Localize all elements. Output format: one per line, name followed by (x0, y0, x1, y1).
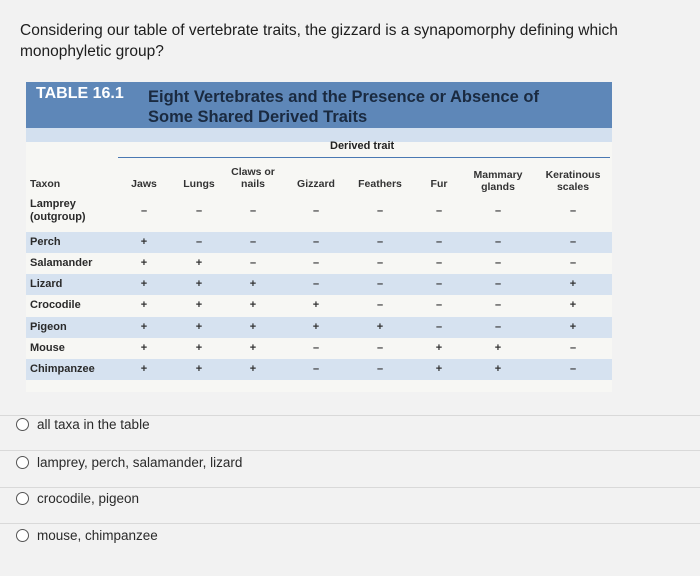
trait-cell: – (312, 363, 320, 375)
header-claws: Claws or nails (231, 166, 275, 190)
radio-button[interactable] (16, 492, 29, 505)
trait-cell: – (140, 205, 148, 217)
trait-cell: + (312, 299, 320, 311)
trait-cell: + (195, 299, 203, 311)
trait-cell: – (494, 205, 502, 217)
trait-table (26, 82, 612, 392)
trait-cell: – (376, 278, 384, 290)
header-keratinous: Keratinous scales (545, 169, 601, 193)
taxon-name: Mouse (30, 342, 65, 354)
trait-cell: – (249, 205, 257, 217)
separator (0, 450, 700, 451)
option-label: mouse, chimpanzee (37, 528, 158, 543)
option-lamprey-perch-salamander-lizard[interactable] (16, 455, 242, 470)
header-jaws: Jaws (131, 178, 157, 190)
trait-cell: – (249, 257, 257, 269)
trait-cell: + (140, 257, 148, 269)
trait-cell: + (249, 299, 257, 311)
option-mouse-chimpanzee[interactable] (16, 528, 158, 543)
derived-trait-label: Derived trait (330, 140, 395, 152)
table-label: TABLE 16.1 (36, 85, 124, 102)
trait-cell: – (312, 257, 320, 269)
header-fur: Fur (430, 178, 448, 190)
separator (0, 523, 700, 524)
trait-cell: – (494, 321, 502, 333)
taxon-name: Salamander (30, 257, 93, 269)
derived-trait-rule (118, 157, 610, 158)
separator (0, 487, 700, 488)
trait-cell: – (569, 236, 577, 248)
trait-cell: + (435, 363, 443, 375)
trait-cell: + (312, 321, 320, 333)
trait-cell: – (312, 278, 320, 290)
trait-cell: – (435, 321, 443, 333)
title-band (26, 128, 612, 142)
radio-button[interactable] (16, 456, 29, 469)
taxon-name: Lamprey (outgroup) (30, 198, 86, 223)
header-gizzard: Gizzard (297, 178, 335, 190)
option-crocodile-pigeon[interactable] (16, 491, 139, 506)
table-title: Eight Vertebrates and the Presence or Absence of Some Shared Derived Traits (148, 88, 539, 126)
header-feathers: Feathers (358, 178, 402, 190)
trait-cell: – (376, 342, 384, 354)
trait-cell: + (140, 236, 148, 248)
trait-cell: – (249, 236, 257, 248)
trait-cell: – (312, 205, 320, 217)
taxon-name: Chimpanzee (30, 363, 95, 375)
taxon-name: Lizard (30, 278, 63, 290)
trait-cell: – (195, 236, 203, 248)
trait-cell: – (494, 299, 502, 311)
trait-cell: + (140, 363, 148, 375)
trait-cell: – (569, 342, 577, 354)
trait-cell: + (249, 321, 257, 333)
trait-cell: – (494, 257, 502, 269)
trait-cell: + (140, 299, 148, 311)
trait-cell: – (376, 363, 384, 375)
trait-cell: – (569, 363, 577, 375)
trait-cell: + (195, 342, 203, 354)
option-label: crocodile, pigeon (37, 491, 140, 506)
trait-cell: + (494, 342, 502, 354)
trait-cell: – (376, 299, 384, 311)
header-mammary: Mammary glands (473, 169, 523, 193)
trait-cell: + (195, 278, 203, 290)
trait-cell: – (376, 257, 384, 269)
radio-button[interactable] (16, 529, 29, 542)
trait-cell: + (569, 299, 577, 311)
separator (0, 415, 700, 416)
trait-cell: – (435, 299, 443, 311)
trait-cell: + (569, 278, 577, 290)
option-all-taxa[interactable] (16, 417, 150, 432)
option-label: all taxa in the table (37, 417, 150, 432)
trait-cell: + (140, 342, 148, 354)
trait-cell: – (435, 278, 443, 290)
radio-button[interactable] (16, 418, 29, 431)
taxon-header: Taxon (30, 178, 61, 190)
header-lungs: Lungs (183, 178, 215, 190)
trait-cell: – (435, 236, 443, 248)
trait-cell: – (195, 205, 203, 217)
question-text: Considering our table of vertebrate traits, the gizzard is a synapomorphy defining which monophyletic group? (20, 22, 618, 60)
trait-cell: + (494, 363, 502, 375)
trait-cell: – (376, 205, 384, 217)
trait-cell: + (376, 321, 384, 333)
option-label: lamprey, perch, salamander, lizard (37, 455, 243, 470)
trait-cell: + (195, 257, 203, 269)
trait-cell: + (249, 278, 257, 290)
taxon-name: Perch (30, 236, 61, 248)
trait-cell: + (195, 363, 203, 375)
trait-cell: – (494, 278, 502, 290)
trait-cell: + (249, 363, 257, 375)
trait-cell: – (569, 257, 577, 269)
taxon-name: Pigeon (30, 321, 67, 333)
trait-cell: – (494, 236, 502, 248)
trait-cell: + (140, 321, 148, 333)
trait-cell: + (140, 278, 148, 290)
trait-cell: – (435, 257, 443, 269)
trait-cell: – (312, 342, 320, 354)
trait-cell: + (249, 342, 257, 354)
trait-cell: – (376, 236, 384, 248)
trait-cell: – (569, 205, 577, 217)
table-title-bar (26, 82, 612, 128)
trait-cell: + (195, 321, 203, 333)
trait-cell: + (569, 321, 577, 333)
taxon-name: Crocodile (30, 299, 81, 311)
trait-cell: – (312, 236, 320, 248)
trait-cell: + (435, 342, 443, 354)
trait-cell: – (435, 205, 443, 217)
